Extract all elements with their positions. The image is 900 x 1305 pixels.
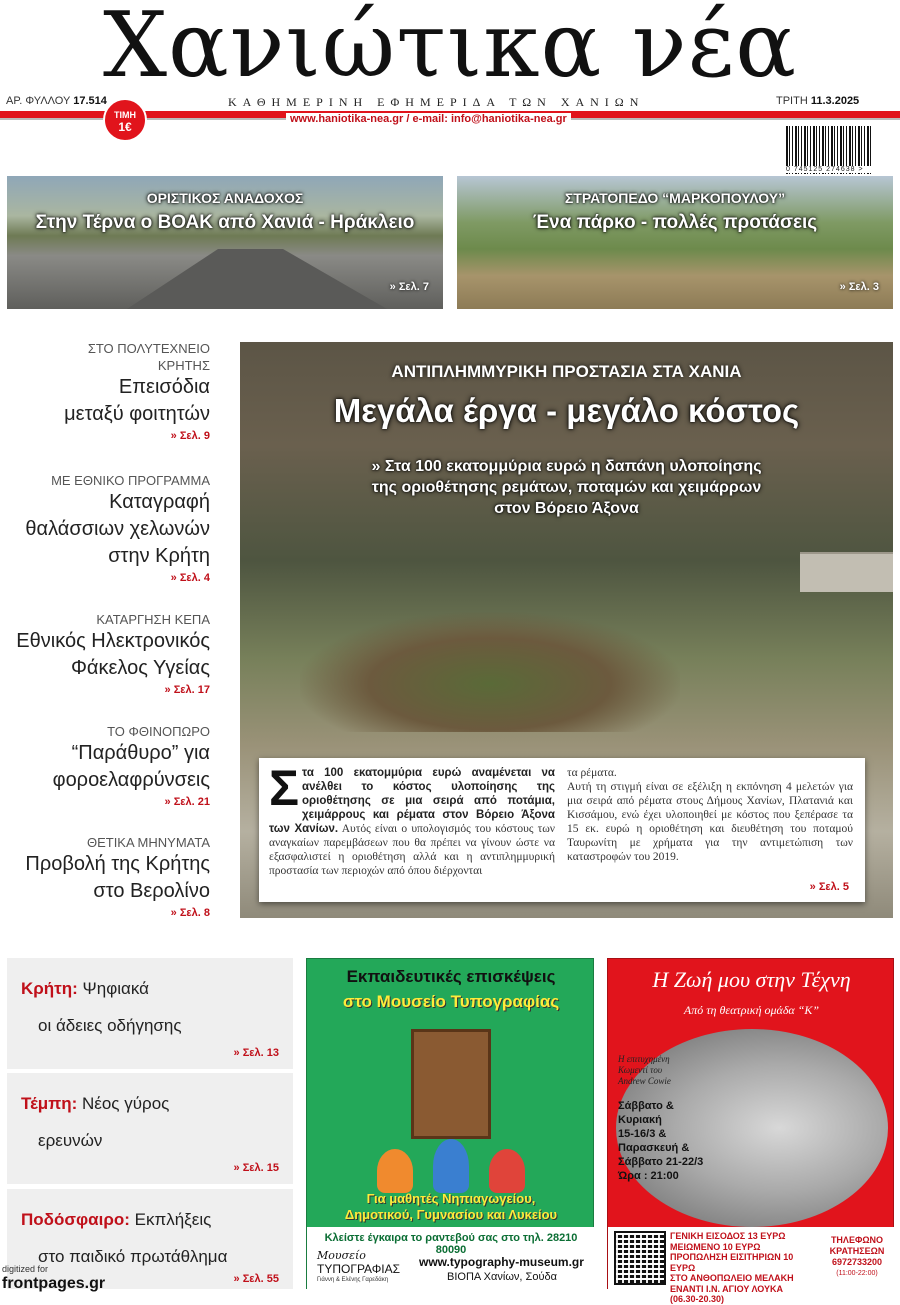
museum-ad[interactable] bbox=[306, 958, 594, 1289]
dates-line: 15-16/3 & bbox=[618, 1128, 667, 1140]
museum-ad-title: Εκπαιδευτικές επισκέψεις bbox=[346, 967, 556, 986]
article-column-2 bbox=[567, 766, 853, 878]
left-story-page-ref[interactable]: » Σελ. 17 bbox=[164, 684, 210, 696]
article-body: τα ρέματα. bbox=[567, 767, 617, 779]
issue-day: ΤΡΙΤΗ bbox=[776, 95, 808, 107]
bridge-photo bbox=[800, 552, 893, 592]
theatre-caption bbox=[618, 1054, 728, 1087]
masthead-title: Χανιώτικα νέα bbox=[102, 0, 798, 98]
article-column-1 bbox=[269, 760, 555, 878]
museum-logo: ΤΥΠΟΓΡΑΦΙΑΣ bbox=[317, 1262, 401, 1276]
left-story-page-ref[interactable]: » Σελ. 4 bbox=[170, 572, 210, 584]
caption-line: Andrew Cowie bbox=[618, 1076, 671, 1086]
child-figure-icon bbox=[377, 1149, 413, 1193]
theatre-ad-title: Η Ζωή μου στην Τέχνη bbox=[652, 967, 851, 992]
museum-ad-audience bbox=[317, 1191, 585, 1223]
dates-line: Κυριακή bbox=[618, 1114, 662, 1126]
left-story-kicker: ΤΟ ΦΘΙΝΟΠΩΡΟ bbox=[107, 724, 210, 739]
left-story-kicker: ΘΕΤΙΚΑ ΜΗΝΥΜΑΤΑ bbox=[86, 835, 210, 850]
news-box-line: οι άδειες οδήγησης bbox=[38, 1016, 182, 1035]
watermark-caption: digitized for bbox=[2, 1264, 49, 1274]
article-body: Αυτός είναι ο υπολογισμός του κόστους των αναγκαίων παρεμβάσεων που θα πρέπει να γίνουν ώστε να εξασφαλιστεί η οριοθέτηση αλλά και η αντιπλημμυρική προστασία των περιοχών από όπου διέρχονται bbox=[269, 823, 555, 877]
left-story-headline: Επεισόδια bbox=[118, 376, 210, 398]
issue-value: 17.514 bbox=[73, 95, 107, 107]
left-story-kicker: ΜΕ ΕΘΝΙΚΟ ΠΡΟΓΡΑΜΜΑ bbox=[51, 473, 210, 488]
news-box-title bbox=[21, 970, 283, 1044]
left-story-kicker: ΚΑΤΑΡΓΗΣΗ ΚΕΠΑ bbox=[96, 612, 210, 627]
dropcap: Σ bbox=[269, 760, 300, 816]
phone-number[interactable]: 6972733200 bbox=[831, 1257, 883, 1267]
top-story-headline: Ένα πάρκο - πολλές προτάσεις bbox=[532, 212, 818, 233]
caption-line: Κωμεντί του bbox=[618, 1065, 662, 1075]
phone-line: ΤΗΛΕΦΩΝΟ bbox=[830, 1235, 884, 1245]
left-story-headline: στην Κρήτη bbox=[108, 545, 210, 567]
road-photo bbox=[127, 249, 387, 309]
news-box-line: στο παιδικό πρωτάθλημα bbox=[38, 1247, 228, 1266]
theatre-ad-subtitle: Από τη θεατρική ομάδα “Κ” bbox=[683, 1003, 820, 1017]
price-value: 1€ bbox=[118, 120, 132, 134]
issue-date bbox=[776, 95, 859, 107]
main-story-kicker: ΑΝΤΙΠΛΗΜΜΥΡΙΚΗ ΠΡΟΣΤΑΣΙΑ ΣΤΑ ΧΑΝΙΑ bbox=[391, 362, 742, 381]
left-story-headline: “Παράθυρο” για bbox=[71, 742, 210, 764]
watermark-site[interactable]: frontpages.gr bbox=[2, 1275, 106, 1292]
museum-address: ΒΙΟΠΑ Χανίων, Σούδα bbox=[447, 1271, 557, 1283]
news-box[interactable] bbox=[7, 1189, 293, 1289]
top-story-highway[interactable] bbox=[7, 176, 443, 309]
issue-number bbox=[6, 95, 107, 107]
left-story-kicker: ΚΡΗΤΗΣ bbox=[157, 358, 210, 373]
theatre-prices bbox=[670, 1231, 820, 1305]
main-story-deck bbox=[260, 456, 873, 519]
top-story-kicker: ΣΤΡΑΤΟΠΕΔΟ “ΜΑΡΚΟΠΟΥΛΟΥ” bbox=[564, 190, 786, 206]
left-story-headline: στο Βερολίνο bbox=[93, 880, 210, 902]
news-box-line: ερευνών bbox=[38, 1131, 103, 1150]
left-story-headline: θαλάσσιων χελωνών bbox=[25, 518, 210, 540]
museum-booking: Κλείστε έγκαιρα το ραντεβού σας στο τηλ. 28210 80090 bbox=[324, 1232, 578, 1256]
theatre-dates bbox=[618, 1099, 738, 1183]
deck-line: στον Βόρειο Άξονα bbox=[494, 500, 639, 517]
news-box-label: Ποδόσφαιρο: bbox=[21, 1210, 130, 1229]
audience-line: Δημοτικού, Γυμνασίου και Λυκείου bbox=[344, 1207, 558, 1222]
left-story[interactable] bbox=[4, 611, 210, 696]
top-story-headline: Στην Τέρνα ο ΒΟΑΚ από Χανιά - Ηράκλειο bbox=[35, 212, 415, 233]
river-debris-photo bbox=[300, 612, 680, 732]
left-story-page-ref[interactable]: » Σελ. 9 bbox=[170, 430, 210, 442]
left-story-page-ref[interactable]: » Σελ. 21 bbox=[164, 796, 210, 808]
price-line: (06.30-20.30) bbox=[670, 1294, 725, 1304]
dates-line: Ώρα : 21:00 bbox=[618, 1170, 679, 1182]
left-story-headline: Φάκελος Υγείας bbox=[70, 657, 210, 679]
news-box-label: Κρήτη: bbox=[21, 979, 78, 998]
deck-line: » Στα 100 εκατομμύρια ευρώ η δαπάνη υλοποίησης bbox=[371, 458, 762, 475]
left-story[interactable] bbox=[4, 723, 210, 808]
left-story-kicker: ΣΤΟ ΠΟΛΥΤΕΧΝΕΙΟ bbox=[87, 341, 210, 356]
website-link[interactable]: www.haniotika-nea.gr / e-mail: info@haniotika-nea.gr bbox=[286, 113, 571, 125]
news-box-page-ref[interactable]: » Σελ. 55 bbox=[233, 1273, 279, 1285]
article-lead: τα 100 εκατομμύρια ευρώ αναμένεται να ανέλθει το κόστος υλοποίησης της οριοθέτησης σε μια σειρά από ποτάμια, χειμάρρους και ρέματα στον Βόρειο Άξονα των Χανίων. bbox=[269, 767, 555, 835]
news-box-label: Τέμπη: bbox=[21, 1094, 78, 1113]
news-box-title bbox=[21, 1085, 283, 1159]
news-box-page-ref[interactable]: » Σελ. 15 bbox=[233, 1162, 279, 1174]
theatre-ad-footer bbox=[608, 1227, 895, 1304]
printing-press-icon bbox=[411, 1029, 491, 1139]
price-line: ΠΡΟΠΩΛΗΣΗ ΕΙΣΙΤΗΡΙΩΝ 10 ΕΥΡΩ bbox=[670, 1252, 794, 1273]
audience-line: Για μαθητές Νηπιαγωγείου, bbox=[366, 1191, 536, 1206]
price-line: ΓΕΝΙΚΗ ΕΙΣΟΔΟΣ 13 ΕΥΡΩ bbox=[670, 1231, 786, 1241]
museum-ad-title: στο Μουσείο Τυπογραφίας bbox=[342, 992, 560, 1011]
price-label: ΤΙΜΗ bbox=[114, 110, 136, 120]
deck-line: της οριοθέτησης ρεμάτων, ποταμών και χειμάρρων bbox=[371, 479, 762, 496]
top-story-page-ref[interactable]: » Σελ. 7 bbox=[389, 281, 429, 293]
main-story-article bbox=[259, 758, 865, 902]
left-story-headline: Εθνικός Ηλεκτρονικός bbox=[16, 630, 210, 652]
price-badge bbox=[103, 98, 147, 142]
news-box-line: Νέος γύρος bbox=[82, 1094, 170, 1113]
museum-logo: Γιάννη & Ελένης Γαρεδάκη bbox=[317, 1277, 389, 1283]
left-story-headline: μεταξύ φοιτητών bbox=[64, 403, 210, 425]
main-story-page-ref[interactable]: » Σελ. 5 bbox=[809, 881, 849, 893]
dates-line: Σάββατο & bbox=[618, 1100, 674, 1112]
news-box[interactable] bbox=[7, 958, 293, 1069]
caption-line: Η επιτυχημένη bbox=[618, 1054, 670, 1064]
phone-line: ΚΡΑΤΗΣΕΩΝ bbox=[829, 1246, 885, 1256]
masthead-subtitle: ΚΑΘΗΜΕΡΙΝΗ ΕΦΗΜΕΡΙΔΑ ΤΩΝ ΧΑΝΙΩΝ bbox=[228, 95, 645, 109]
left-column bbox=[0, 338, 222, 928]
child-figure-icon bbox=[433, 1139, 469, 1193]
top-story-kicker: ΟΡΙΣΤΙΚΟΣ ΑΝΑΔΟΧΟΣ bbox=[146, 190, 304, 206]
left-story[interactable] bbox=[4, 834, 210, 919]
news-box-line: Εκπλήξεις bbox=[134, 1210, 212, 1229]
left-story-headline: Προβολή της Κρήτης bbox=[25, 853, 210, 875]
qr-code-pattern bbox=[616, 1233, 664, 1283]
news-box[interactable] bbox=[7, 1073, 293, 1184]
left-story[interactable] bbox=[4, 340, 210, 442]
phone-hours: (11:00-22:00) bbox=[836, 1270, 878, 1277]
theatre-ad[interactable] bbox=[607, 958, 894, 1304]
museum-ad-footer bbox=[307, 1227, 595, 1290]
dates-line: Παρασκευή & bbox=[618, 1142, 690, 1154]
left-story-headline: Καταγραφή bbox=[109, 491, 210, 513]
main-story-headline: Μεγάλα έργα - μεγάλο κόστος bbox=[333, 392, 800, 429]
news-box-page-ref[interactable]: » Σελ. 13 bbox=[233, 1047, 279, 1059]
article-body: Αυτή τη στιγμή είναι σε εξέλιξη η εκπόνηση 4 μελετών για μια σειρά από ρέματα στους Δήμους Χανίων, Πλατανιά και Κισσάμου, ενώ έχει υλοποιηθεί με κόστος που ξεπέρασε τα 15 εκ. ευρώ η οριοθέτηση και διευθέτηση του ποταμού Ταυρωνίτη με χρήματα για την αντιμετώπιση των καταστροφών του 2019. bbox=[567, 781, 853, 863]
barcode-digits: 0 745125 274638 > bbox=[786, 166, 872, 173]
left-story-headline: φοροελαφρύνσεις bbox=[52, 769, 210, 791]
child-figure-icon bbox=[489, 1149, 525, 1193]
left-story[interactable] bbox=[4, 472, 210, 584]
price-line: ΜΕΙΩΜΕΝΟ 10 ΕΥΡΩ bbox=[670, 1241, 761, 1252]
left-story-page-ref[interactable]: » Σελ. 8 bbox=[170, 907, 210, 919]
price-line: ΣΤΟ ΑΝΘΟΠΩΛΕΙΟ ΜΕΛΑΚΗ bbox=[670, 1273, 794, 1283]
issue-label: ΑΡ. ΦΥΛΛΟΥ bbox=[6, 95, 71, 107]
issue-date-value: 11.3.2025 bbox=[810, 95, 860, 107]
top-story-page-ref[interactable]: » Σελ. 3 bbox=[839, 281, 879, 293]
top-story-park[interactable] bbox=[457, 176, 893, 309]
news-box-title bbox=[21, 1201, 283, 1275]
museum-logo: Μουσείο bbox=[317, 1249, 366, 1262]
museum-url[interactable]: www.typography-museum.gr bbox=[419, 1255, 584, 1269]
theatre-phone bbox=[820, 1235, 894, 1279]
news-box-line: Ψηφιακά bbox=[82, 979, 149, 998]
dates-line: Σάββατο 21-22/3 bbox=[618, 1156, 704, 1168]
price-line: ΕΝΑΝΤΙ Ι.Ν. ΑΓΙΟΥ ΛΟΥΚΑ bbox=[670, 1283, 784, 1294]
